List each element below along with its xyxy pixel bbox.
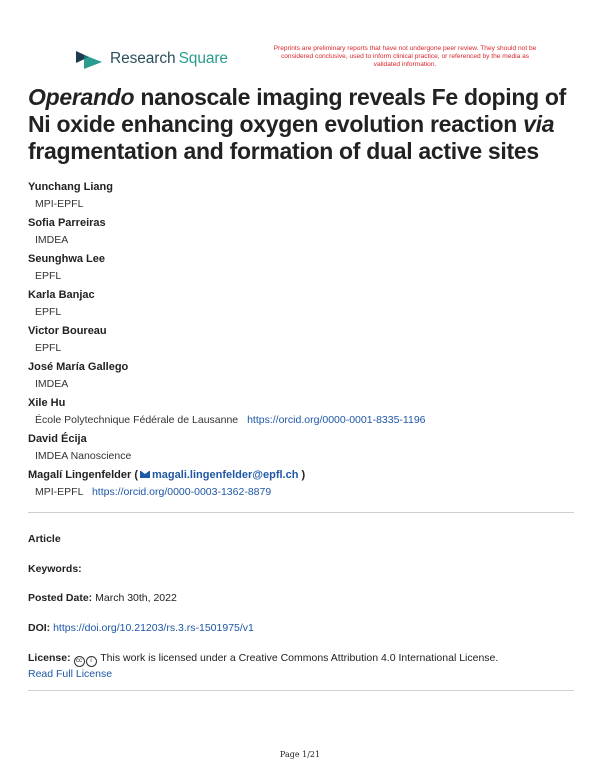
author-affiliation: IMDEA Nanoscience (35, 450, 132, 462)
title-italic-operando: Operando (28, 84, 135, 110)
preprint-disclaimer: Preprints are preliminary reports that have not undergone peer review. They should not be considered conclusive, used to inform clinical practice, or referenced by the media as validated information. (273, 45, 537, 68)
keywords-label: Keywords: (28, 563, 82, 575)
author-list (28, 180, 578, 504)
author-affiliation: IMDEA (35, 378, 69, 390)
posted-date-label: Posted Date: (28, 592, 93, 604)
author-name: David Écija (28, 433, 87, 445)
author-entry (28, 324, 578, 360)
orcid-link[interactable]: https://orcid.org/0000-0001-8335-1196 (247, 414, 426, 426)
author-name: Yunchang Liang (28, 181, 113, 193)
keywords-row (28, 563, 82, 575)
author-affiliation: MPI-EPFL (35, 486, 84, 498)
envelope-icon (140, 471, 150, 478)
logo-wordmark: Research Square (110, 50, 228, 67)
author-entry (28, 468, 578, 504)
author-name: José María Gallego (28, 361, 129, 373)
article-type: Article (28, 533, 61, 545)
author-entry (28, 396, 578, 432)
title-italic-via: via (523, 111, 555, 137)
posted-date-row (28, 592, 177, 604)
author-name: Karla Banjac (28, 289, 95, 301)
author-affiliation-row (28, 413, 578, 432)
orcid-link[interactable]: https://orcid.org/0000-0003-1362-8879 (91, 486, 272, 498)
read-full-license-link[interactable]: Read Full License (28, 668, 113, 680)
posted-date-value: March 30th, 2022 (95, 592, 177, 604)
doi-link[interactable]: https://doi.org/10.21203/rs.3.rs-1501975/v1 (53, 622, 254, 634)
author-name: Sofia Parreiras (28, 217, 106, 229)
author-affiliation-row (28, 485, 578, 504)
author-name: Victor Boureau (28, 325, 107, 337)
email-link[interactable]: magali.lingenfelder@epfl.ch (152, 469, 299, 481)
author-entry (28, 432, 578, 468)
section-divider-top (28, 512, 574, 513)
read-full-license-row (28, 668, 112, 680)
author-affiliation: MPI-EPFL (35, 198, 84, 210)
author-affiliation: EPFL (35, 270, 62, 282)
author-entry (28, 216, 578, 252)
author-affiliation: EPFL (35, 306, 62, 318)
license-text: This work is licensed under a Creative Commons Attribution 4.0 International License. (100, 652, 499, 664)
section-divider-bottom (28, 690, 574, 691)
license-row (28, 652, 498, 667)
author-entry (28, 180, 578, 216)
author-entry (28, 288, 578, 324)
email-close-paren: ) (301, 469, 306, 481)
corresponding-author-row (28, 468, 578, 485)
license-label: License: (28, 652, 71, 664)
author-affiliation: EPFL (35, 342, 62, 354)
cc-icon: cc (74, 656, 85, 667)
author-name: Xile Hu (28, 397, 66, 409)
by-icon: i (86, 656, 97, 667)
author-name: Magalí Lingenfelder (28, 469, 132, 481)
author-name: Seunghwa Lee (28, 253, 106, 265)
author-entry (28, 360, 578, 396)
email-open-paren: ( (134, 469, 139, 481)
doi-label: DOI: (28, 622, 51, 634)
title-text-2: fragmentation and formation of dual active sites (28, 138, 539, 164)
author-affiliation: IMDEA (35, 234, 69, 246)
research-square-logo-icon (74, 48, 104, 70)
research-square-logo[interactable] (74, 46, 228, 72)
author-affiliation: École Polytechnique Fédérale de Lausanne (35, 414, 239, 426)
doi-row (28, 622, 254, 634)
paper-title (28, 84, 578, 165)
title-text-1: nanoscale imaging reveals Fe doping of Ni oxide enhancing oxygen evolution reaction (28, 84, 567, 137)
author-entry (28, 252, 578, 288)
page-number: Page 1/21 (279, 750, 321, 759)
